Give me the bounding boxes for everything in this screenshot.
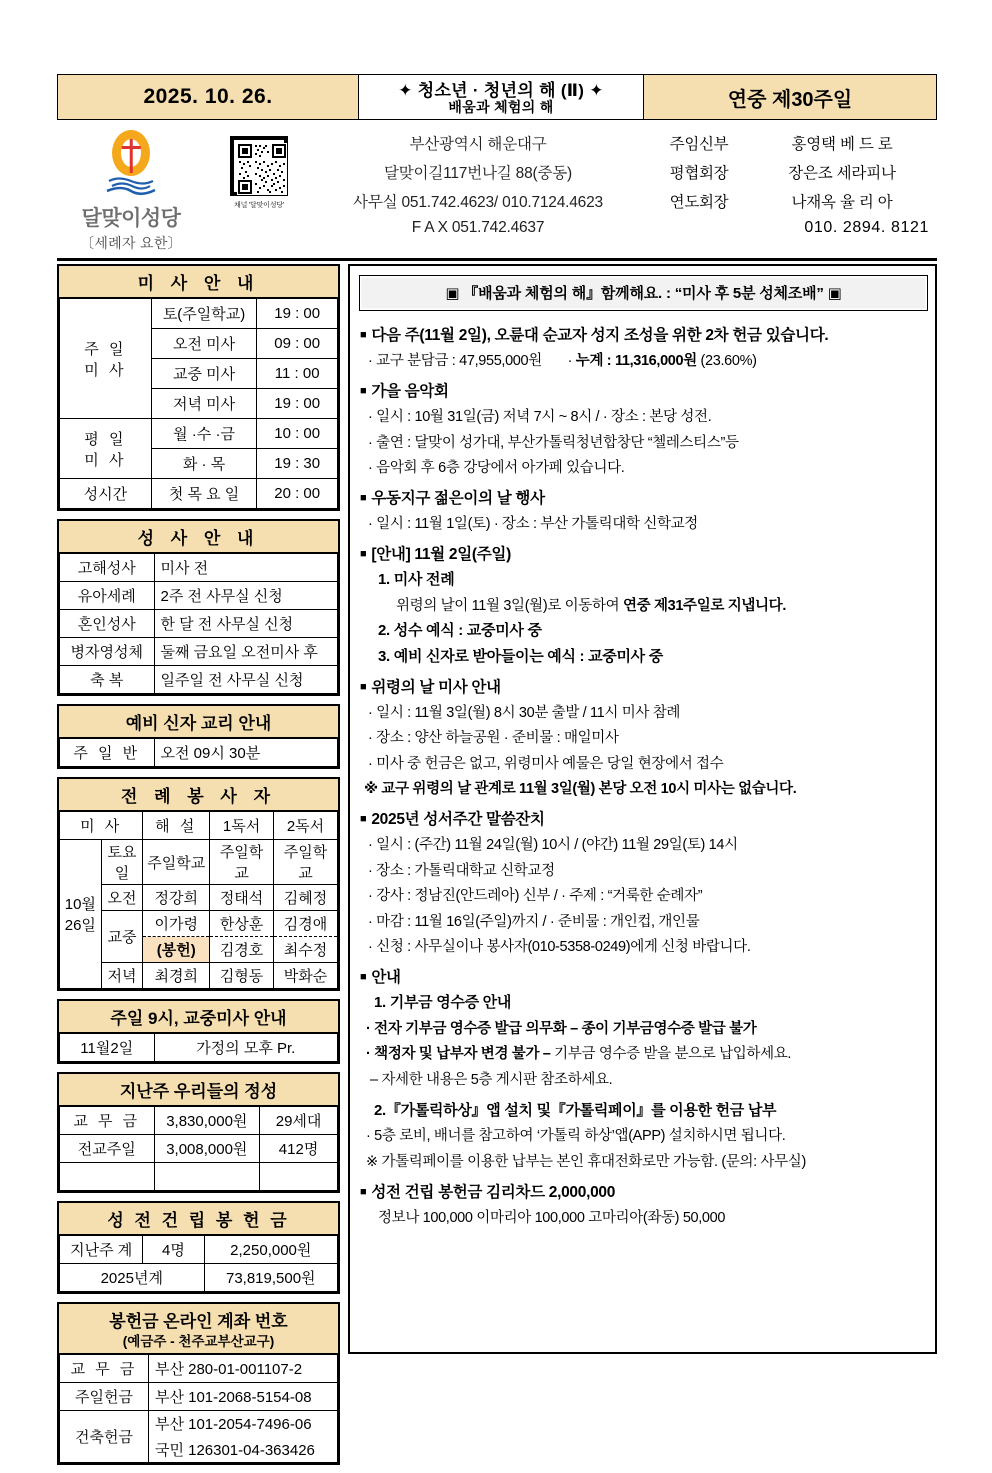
announcement-line: · 마감 : 11월 16일(주일)까지 / · 준비물 : 개인컵, 개인물 bbox=[368, 913, 700, 930]
liturgy-time: 토요일 bbox=[101, 840, 143, 885]
mass-label: 월 ·수 ·금 bbox=[151, 419, 257, 449]
announcement-line: – 자세한 내용은 5층 게시판 참조하세요. bbox=[370, 1071, 613, 1088]
announcement-note: ※ 교구 위령의 날 관계로 11월 3일(월) 본당 오전 10시 미사는 없습니다. bbox=[364, 781, 797, 797]
parish-logo bbox=[57, 122, 205, 253]
mass-time: 19 : 30 bbox=[257, 449, 338, 479]
fund-lastweek-label: 지난주 계 bbox=[60, 1236, 143, 1264]
mass-group-sunday bbox=[60, 299, 152, 419]
announcement-line: · 전자 기부금 영수증 발급 의무화 – 종이 기부금영수증 발급 불가 bbox=[366, 1020, 757, 1037]
theme-notice-bar: ▣ 『배움과 체험의 해』함께해요. : “미사 후 5분 성체조배” ▣ bbox=[359, 275, 928, 311]
fund-year-label: 2025년계 bbox=[60, 1264, 205, 1292]
masthead bbox=[57, 122, 937, 256]
liturgy-col-header: 1독서 bbox=[210, 812, 274, 840]
cross-icon bbox=[130, 139, 133, 173]
announcement-subitem: 2. 성수 예식 : 교중미사 중 bbox=[378, 622, 542, 639]
mass-label: 오전 미사 bbox=[151, 329, 257, 359]
offering-count bbox=[260, 1163, 338, 1191]
account-number: 부산 101-2054-7496-06 bbox=[148, 1411, 337, 1437]
liturgy-col-header: 2독서 bbox=[274, 812, 338, 840]
mass-time: 20 : 00 bbox=[257, 479, 338, 509]
accounts-block bbox=[57, 1302, 340, 1465]
mass-label: 저녁 미사 bbox=[151, 389, 257, 419]
year-theme-line2: 배움과 체험의 해 bbox=[448, 98, 554, 115]
liturgy-time: 오전 bbox=[101, 885, 143, 911]
liturgy-servers-title: 전 례 봉 사 자 bbox=[59, 779, 338, 811]
address-line-2: 달맞이길117번나길 88(중동) bbox=[384, 165, 572, 182]
announcement-subitem: 1. 미사 전례 bbox=[378, 571, 455, 588]
announcement-line: · 장소 : 양산 하늘공원 · 준비물 : 매일미사 bbox=[368, 730, 619, 746]
announcement-line: · 신청 : 사무실이나 봉사자(010-5358-0249)에게 신청 바랍니다. bbox=[368, 939, 751, 955]
mass-label: 교중 미사 bbox=[151, 359, 257, 389]
announcement-line: · 미사 중 헌금은 없고, 위령미사 예물은 당일 현장에서 접수 bbox=[368, 755, 724, 772]
catechumen-key: 주 일 반 bbox=[60, 739, 155, 767]
logo-mark-icon bbox=[57, 124, 205, 180]
parish-staff bbox=[643, 122, 937, 237]
offering-amount: 3,830,000원 bbox=[154, 1107, 260, 1135]
announcement-line: · 일시 : 10월 31일(금) 저녁 7시 ~ 8시 / · 장소 : 본당 성전. bbox=[368, 409, 712, 425]
notice-value: 가정의 모후 Pr. bbox=[154, 1034, 337, 1062]
mass-time: 19 : 00 bbox=[257, 389, 338, 419]
fax-number: F A X 051.742.4637 bbox=[411, 219, 545, 236]
liturgy-reader2: 김혜정 bbox=[274, 885, 338, 911]
announcement-heading bbox=[356, 965, 931, 987]
staff-name: 나재옥 율 리 아 bbox=[791, 194, 893, 211]
announcement-line: · 일시 : (주간) 11월 24일(월) 10시 / (야간) 11월 29일(토) 14시 bbox=[368, 837, 738, 853]
liturgy-reader2: 최수정 bbox=[274, 937, 338, 963]
parish-patron: 〔세례자 요한〕 bbox=[80, 235, 182, 251]
sacrament-block bbox=[57, 519, 340, 696]
account-key: 건축헌금 bbox=[60, 1411, 149, 1463]
announcement-item bbox=[356, 542, 931, 666]
sacrament-title: 성 사 안 내 bbox=[59, 521, 338, 553]
office-phone: 사무실 051.742.4623/ 010.7124.4623 bbox=[353, 194, 603, 211]
mass-group-line2: 미 사 bbox=[84, 451, 127, 469]
announcement-heading-text: 안내 bbox=[371, 969, 401, 986]
announcement-subitem: 2.『가톨릭하상』앱 설치 및『가톨릭페이』를 이용한 헌금 납부 bbox=[374, 1101, 777, 1119]
sacrament-value: 미사 전 bbox=[154, 554, 337, 582]
liturgical-sunday: 연중 제30주일 bbox=[644, 75, 936, 119]
sacrament-key: 축 복 bbox=[60, 666, 155, 694]
liturgy-time: 교중 bbox=[101, 911, 143, 963]
square-bullet-icon: ■ bbox=[360, 813, 367, 825]
mass-label: 토(주일학교) bbox=[151, 299, 257, 329]
square-bullet-icon: ■ bbox=[360, 548, 367, 560]
account-key: 교 무 금 bbox=[60, 1355, 149, 1383]
announcement-line: · 강사 : 정남진(안드레아) 신부 / · 주제 : “거룩한 순례자” bbox=[368, 888, 703, 904]
account-number: 국민 126301-04-363426 bbox=[148, 1437, 337, 1463]
catechumen-value: 오전 09시 30분 bbox=[154, 739, 337, 767]
announcement-line: 정보나 100,000 이마리아 100,000 고마리아(좌동) 50,000 bbox=[378, 1209, 726, 1226]
mass-label: 첫 목 요 일 bbox=[151, 479, 257, 509]
staff-row bbox=[651, 161, 937, 183]
liturgy-date-line1: 10월 bbox=[64, 896, 96, 913]
liturgy-time: 저녁 bbox=[101, 963, 143, 989]
left-column bbox=[57, 264, 340, 1473]
offering-count: 29세대 bbox=[260, 1107, 338, 1135]
accounts-title-text: 봉헌금 온라인 계좌 번호 bbox=[109, 1312, 288, 1331]
mass-time: 11 : 00 bbox=[257, 359, 338, 389]
masthead-divider bbox=[57, 258, 937, 261]
mass-label: 화 · 목 bbox=[151, 449, 257, 479]
announcement-line: · 책정자 및 납부자 변경 불가 – 기부금 영수증 받을 분으로 납입하세요. bbox=[366, 1046, 792, 1062]
announcement-line: · 5층 로비, 배너를 참고하여 ‘가톨릭 하상’앱(APP) 설치하시면 됩니다. bbox=[366, 1128, 786, 1144]
fund-lastweek-amount: 2,250,000원 bbox=[204, 1236, 337, 1264]
offering-amount bbox=[154, 1163, 260, 1191]
square-bullet-icon: ■ bbox=[360, 385, 367, 397]
announcement-heading-text: 다음 주(11월 2일), 오륜대 순교자 성지 조성을 위한 2차 헌금 있습니다. bbox=[371, 327, 829, 344]
sacrament-value: 일주일 전 사무실 신청 bbox=[154, 666, 337, 694]
mass-time: 19 : 00 bbox=[257, 299, 338, 329]
announcement-heading bbox=[356, 807, 931, 829]
announcement-item bbox=[356, 323, 931, 370]
announcement-line: · 일시 : 11월 1일(토) · 장소 : 부산 가톨릭대학 신학교정 bbox=[368, 516, 698, 532]
mass-guide-title: 미 사 안 내 bbox=[59, 266, 338, 298]
notice-date: 11월2일 bbox=[60, 1034, 155, 1062]
liturgy-col-header: 해 설 bbox=[143, 812, 210, 840]
liturgy-date-line2: 26일 bbox=[64, 917, 96, 934]
parish-name: 달맞이성당 bbox=[81, 207, 181, 230]
fund-lastweek-people: 4명 bbox=[143, 1236, 204, 1264]
accounts-subtitle: (예금주 - 천주교부산교구) bbox=[122, 1334, 275, 1349]
parish-address bbox=[313, 122, 643, 244]
liturgy-reader1: 정태석 bbox=[210, 885, 274, 911]
staff-role: 연도회장 bbox=[669, 194, 729, 211]
square-bullet-icon: ■ bbox=[360, 1185, 367, 1198]
announcement-heading bbox=[356, 486, 931, 508]
announcement-heading bbox=[356, 379, 931, 401]
square-bullet-icon: ■ bbox=[360, 492, 367, 504]
square-bullet-icon: ■ bbox=[360, 329, 367, 341]
announcement-heading-text: [안내] 11월 2일(주일) bbox=[371, 546, 511, 563]
announcement-heading bbox=[356, 323, 931, 345]
announcement-heading-text: 성전 건립 봉헌금 김리차드 2,000,000 bbox=[371, 1183, 616, 1201]
offering-amount: 3,008,000원 bbox=[154, 1135, 260, 1163]
announcement-heading-text: 위령의 날 미사 안내 bbox=[371, 678, 501, 696]
year-theme-line1: ✦ 청소년 · 청년의 해 (Ⅱ) ✦ bbox=[398, 80, 604, 100]
bulletin-date: 2025. 10. 26. bbox=[58, 75, 358, 119]
announcement-subitem: 1. 기부금 영수증 안내 bbox=[374, 994, 512, 1011]
sun-ring-icon bbox=[112, 130, 150, 176]
year-theme bbox=[358, 75, 644, 119]
liturgy-date bbox=[60, 840, 102, 989]
qr-block bbox=[205, 122, 313, 210]
liturgy-commentator: 최경희 bbox=[143, 963, 210, 989]
sunday-mass-notice-title: 주일 9시, 교중미사 안내 bbox=[59, 1001, 338, 1033]
catechumen-block bbox=[57, 704, 340, 769]
qr-code-icon bbox=[230, 136, 288, 196]
liturgy-commentator: 정강희 bbox=[143, 885, 210, 911]
liturgy-reader1: 한상훈 bbox=[210, 911, 274, 937]
mass-time: 09 : 00 bbox=[257, 329, 338, 359]
offerings-block bbox=[57, 1072, 340, 1193]
announcement-heading bbox=[356, 675, 931, 697]
account-number: 부산 101-2068-5154-08 bbox=[148, 1383, 337, 1411]
liturgy-reader2: 박화순 bbox=[274, 963, 338, 989]
announcement-line: · 교구 분담금 : 47,955,000원 · 누계 : 11,316,000원 (23.60%) bbox=[368, 353, 757, 369]
announcement-heading-text: 2025년 성서주간 말씀잔치 bbox=[371, 811, 545, 828]
building-fund-block bbox=[57, 1201, 340, 1294]
account-number: 부산 280-01-001107-2 bbox=[148, 1355, 337, 1383]
staff-role: 평협회장 bbox=[669, 165, 729, 182]
announcement-item bbox=[356, 379, 931, 477]
liturgy-reader2: 주일학교 bbox=[274, 840, 338, 885]
announcement-note: ※ 가톨릭페이를 이용한 납부는 본인 휴대전화로만 가능함. (문의: 사무실) bbox=[366, 1153, 806, 1170]
offerings-title: 지난주 우리들의 정성 bbox=[59, 1074, 338, 1106]
liturgy-commentator: 주일학교 bbox=[143, 840, 210, 885]
catechumen-title: 예비 신자 교리 안내 bbox=[59, 706, 338, 738]
account-key: 주일헌금 bbox=[60, 1383, 149, 1411]
offering-key: 전교주일 bbox=[60, 1135, 155, 1163]
announcement-line: · 출연 : 달맞이 성가대, 부산가톨릭청년합창단 “첼레스티스”등 bbox=[368, 434, 739, 451]
liturgy-reader1: 주일학교 bbox=[210, 840, 274, 885]
sacrament-key: 혼인성사 bbox=[60, 610, 155, 638]
building-fund-title: 성 전 건 립 봉 헌 금 bbox=[59, 1203, 338, 1235]
liturgy-servers-block bbox=[57, 777, 340, 991]
sacrament-value: 둘째 금요일 오전미사 후 bbox=[154, 638, 337, 666]
announcement-heading-text: 우동지구 젊은이의 날 행사 bbox=[371, 490, 545, 507]
staff-row bbox=[651, 190, 937, 212]
liturgy-reader1: 김형동 bbox=[210, 963, 274, 989]
square-bullet-icon: ■ bbox=[360, 680, 367, 693]
mass-group-holyhour: 성시간 bbox=[60, 479, 152, 509]
announcement-line: · 일시 : 11월 3일(월) 8시 30분 출발 / 11시 미사 참례 bbox=[368, 704, 681, 721]
announcement-heading-text: 가을 음악회 bbox=[371, 383, 449, 400]
sunday-mass-notice-block bbox=[57, 999, 340, 1064]
announcement-item bbox=[356, 1180, 931, 1227]
address-line-1: 부산광역시 해운대구 bbox=[409, 136, 547, 153]
offering-key bbox=[60, 1163, 155, 1191]
offering-count: 412명 bbox=[260, 1135, 338, 1163]
liturgy-col-header: 미 사 bbox=[60, 812, 143, 840]
offering-key: 교 무 금 bbox=[60, 1107, 155, 1135]
staff-role: 주임신부 bbox=[669, 136, 729, 153]
sacrament-key: 고해성사 bbox=[60, 554, 155, 582]
liturgy-offertory: (봉헌) bbox=[143, 937, 210, 963]
mass-group-weekday bbox=[60, 419, 152, 479]
qr-caption: 채널 '달맞이성당' bbox=[234, 202, 284, 209]
announcement-heading bbox=[356, 542, 931, 564]
staff-name: 홍영택 베 드 로 bbox=[791, 136, 893, 153]
sacrament-value: 한 달 전 사무실 신청 bbox=[154, 610, 337, 638]
announcement-item bbox=[356, 675, 931, 799]
sacrament-value: 2주 전 사무실 신청 bbox=[154, 582, 337, 610]
announcement-line: · 음악회 후 6층 강당에서 아가페 있습니다. bbox=[368, 460, 625, 476]
mass-time: 10 : 00 bbox=[257, 419, 338, 449]
square-bullet-icon: ■ bbox=[360, 971, 367, 983]
contact-phone: 010. 2894. 8121 bbox=[804, 219, 929, 236]
announcement-line: 위령의 날이 11월 3일(월)로 이동하여 연중 제31주일로 지냅니다. bbox=[396, 597, 787, 614]
mass-group-line2: 미 사 bbox=[84, 361, 127, 379]
staff-row bbox=[651, 132, 937, 154]
announcement-item bbox=[356, 807, 931, 956]
announcement-item bbox=[356, 965, 931, 1171]
accounts-title bbox=[59, 1304, 338, 1354]
announcement-heading bbox=[356, 1180, 931, 1202]
fund-year-amount: 73,819,500원 bbox=[204, 1264, 337, 1292]
liturgy-reader1: 김경호 bbox=[210, 937, 274, 963]
announcement-subitem: 3. 예비 신자로 받아들이는 예식 : 교중미사 중 bbox=[378, 647, 663, 665]
liturgy-commentator: 이가령 bbox=[143, 911, 210, 937]
announcements-panel bbox=[348, 264, 937, 1354]
sacrament-key: 유아세례 bbox=[60, 582, 155, 610]
sacrament-key: 병자영성체 bbox=[60, 638, 155, 666]
top-banner bbox=[57, 74, 937, 120]
staff-name: 장은조 세라피나 bbox=[788, 165, 896, 182]
announcement-line: · 장소 : 가톨릭대학교 신학교정 bbox=[368, 862, 555, 879]
mass-guide-block bbox=[57, 264, 340, 511]
announcement-item bbox=[356, 486, 931, 533]
liturgy-reader2: 김경애 bbox=[274, 911, 338, 937]
mass-group-line1: 평 일 bbox=[84, 430, 127, 448]
mass-group-line1: 주 일 bbox=[84, 340, 127, 358]
